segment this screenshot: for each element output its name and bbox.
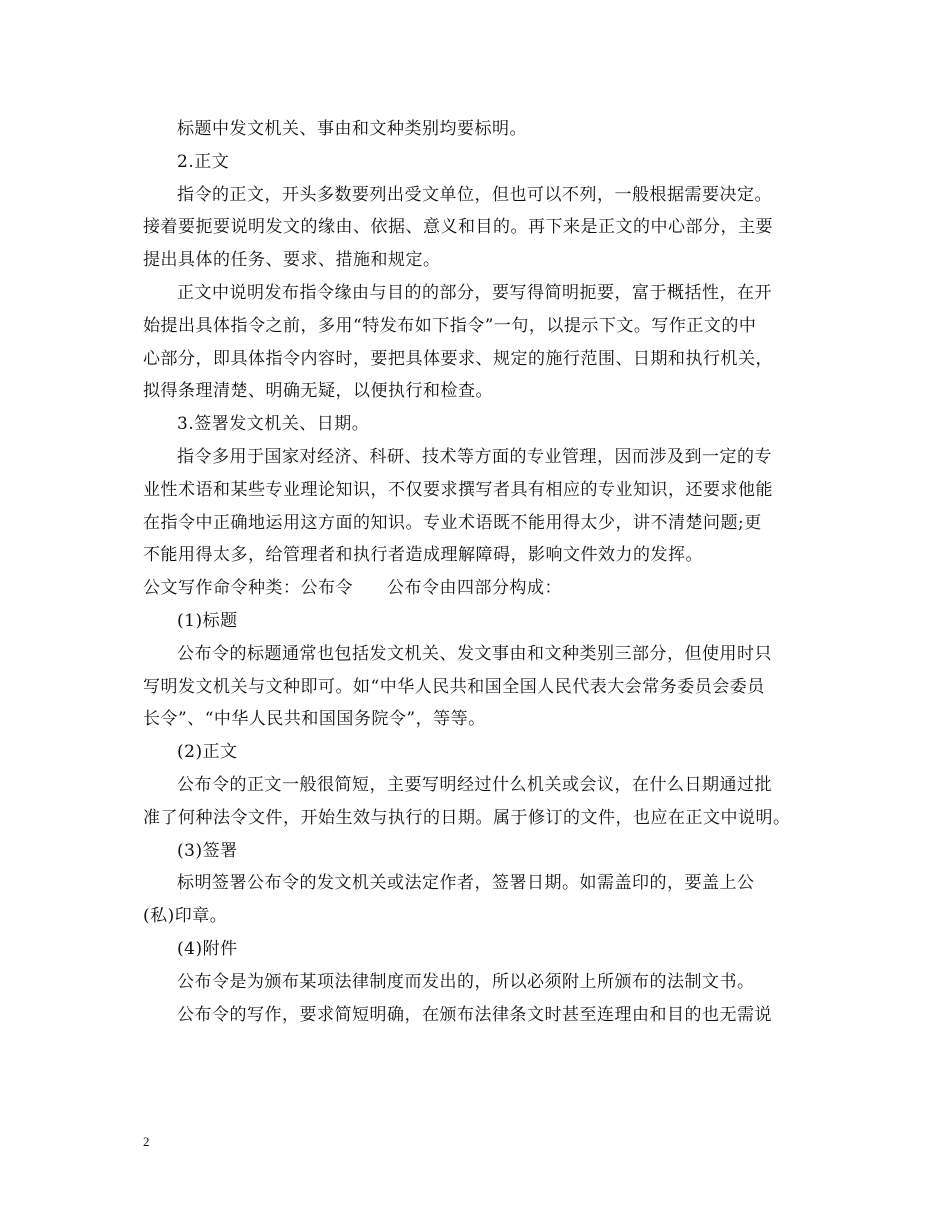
paragraph-line: 在指令中正确地运用这方面的知识。专业术语既不能用得太少，讲不清楚问题;更 bbox=[143, 512, 762, 533]
section-title-line bbox=[143, 572, 823, 605]
paragraph-line: (私)印章。 bbox=[143, 906, 228, 927]
section-heading: 3.签署发文机关、日期。 bbox=[177, 414, 370, 435]
paragraph-line: 业性术语和某些专业理论知识，不仅要求撰写者具有相应的专业知识，还要求他能 bbox=[143, 479, 773, 500]
paragraph-line: 标明签署公布令的发文机关或法定作者，签署日期。如需盖印的，要盖上公 bbox=[177, 873, 755, 894]
body-text bbox=[143, 113, 823, 1031]
section-title: 公文写作命令种类：公布令 bbox=[143, 578, 353, 599]
paragraph-line: 标题中发文机关、事由和文种类别均要标明。 bbox=[177, 119, 527, 139]
paragraph-line: 接着要扼要说明发文的缘由、依据、意义和目的。再下来是正文的中心部分，主要 bbox=[143, 217, 773, 238]
paragraph-line: 公布令的标题通常也包括发文机关、发文事由和文种类别三部分，但使用时只 bbox=[177, 643, 772, 664]
paragraph-line: 拟得条理清楚、明确无疑，以便执行和检查。 bbox=[143, 381, 493, 402]
section-intro: 公布令由四部分构成： bbox=[387, 578, 562, 599]
paragraph-line: 不能用得太多，给管理者和执行者造成理解障碍，影响文件效力的发挥。 bbox=[143, 545, 703, 566]
paragraph-line: 指令多用于国家对经济、科研、技术等方面的专业管理，因而涉及到一定的专 bbox=[177, 446, 772, 467]
paragraph-line: 写明发文机关与文种即可。如“中华人民共和国全国人民代表大会常务委员会委员 bbox=[143, 676, 765, 697]
section-heading: 2.正文 bbox=[177, 151, 230, 172]
paragraph-line: 公布令是为颁布某项法律制度而发出的，所以必须附上所颁布的法制文书。 bbox=[177, 971, 755, 992]
subsection-heading: (4)附件 bbox=[177, 938, 238, 959]
paragraph-line: 指令的正文，开头多数要列出受文单位，但也可以不列，一般根据需要决定。 bbox=[177, 184, 772, 205]
paragraph-line: 准了何种法令文件，开始生效与执行的日期。属于修订的文件，也应在正文中说明。 bbox=[143, 807, 791, 828]
paragraph-line: 心部分，即具体指令内容时，要把具体要求、规定的施行范围、日期和执行机关， bbox=[143, 348, 773, 369]
paragraph-line: 始提出具体指令之前，多用“特发布如下指令”一句，以提示下文。写作正文的中 bbox=[143, 315, 757, 336]
paragraph-line: 公布令的正文一般很简短，主要写明经过什么机关或会议，在什么日期通过批 bbox=[177, 774, 772, 795]
paragraph-line: 提出具体的任务、要求、措施和规定。 bbox=[143, 250, 441, 271]
subsection-heading: (1)标题 bbox=[177, 610, 238, 631]
paragraph-line: 公布令的写作，要求简短明确，在颁布法律条文时甚至连理由和目的也无需说 bbox=[177, 1004, 772, 1025]
paragraph-line: 长令”、“中华人民共和国国务院令”，等等。 bbox=[143, 709, 486, 730]
page-number: 2 bbox=[143, 1134, 150, 1149]
paragraph-line: 正文中说明发布指令缘由与目的的部分，要写得简明扼要，富于概括性，在开 bbox=[177, 282, 772, 303]
subsection-heading: (2)正文 bbox=[177, 742, 238, 763]
subsection-heading: (3)签署 bbox=[177, 840, 238, 861]
